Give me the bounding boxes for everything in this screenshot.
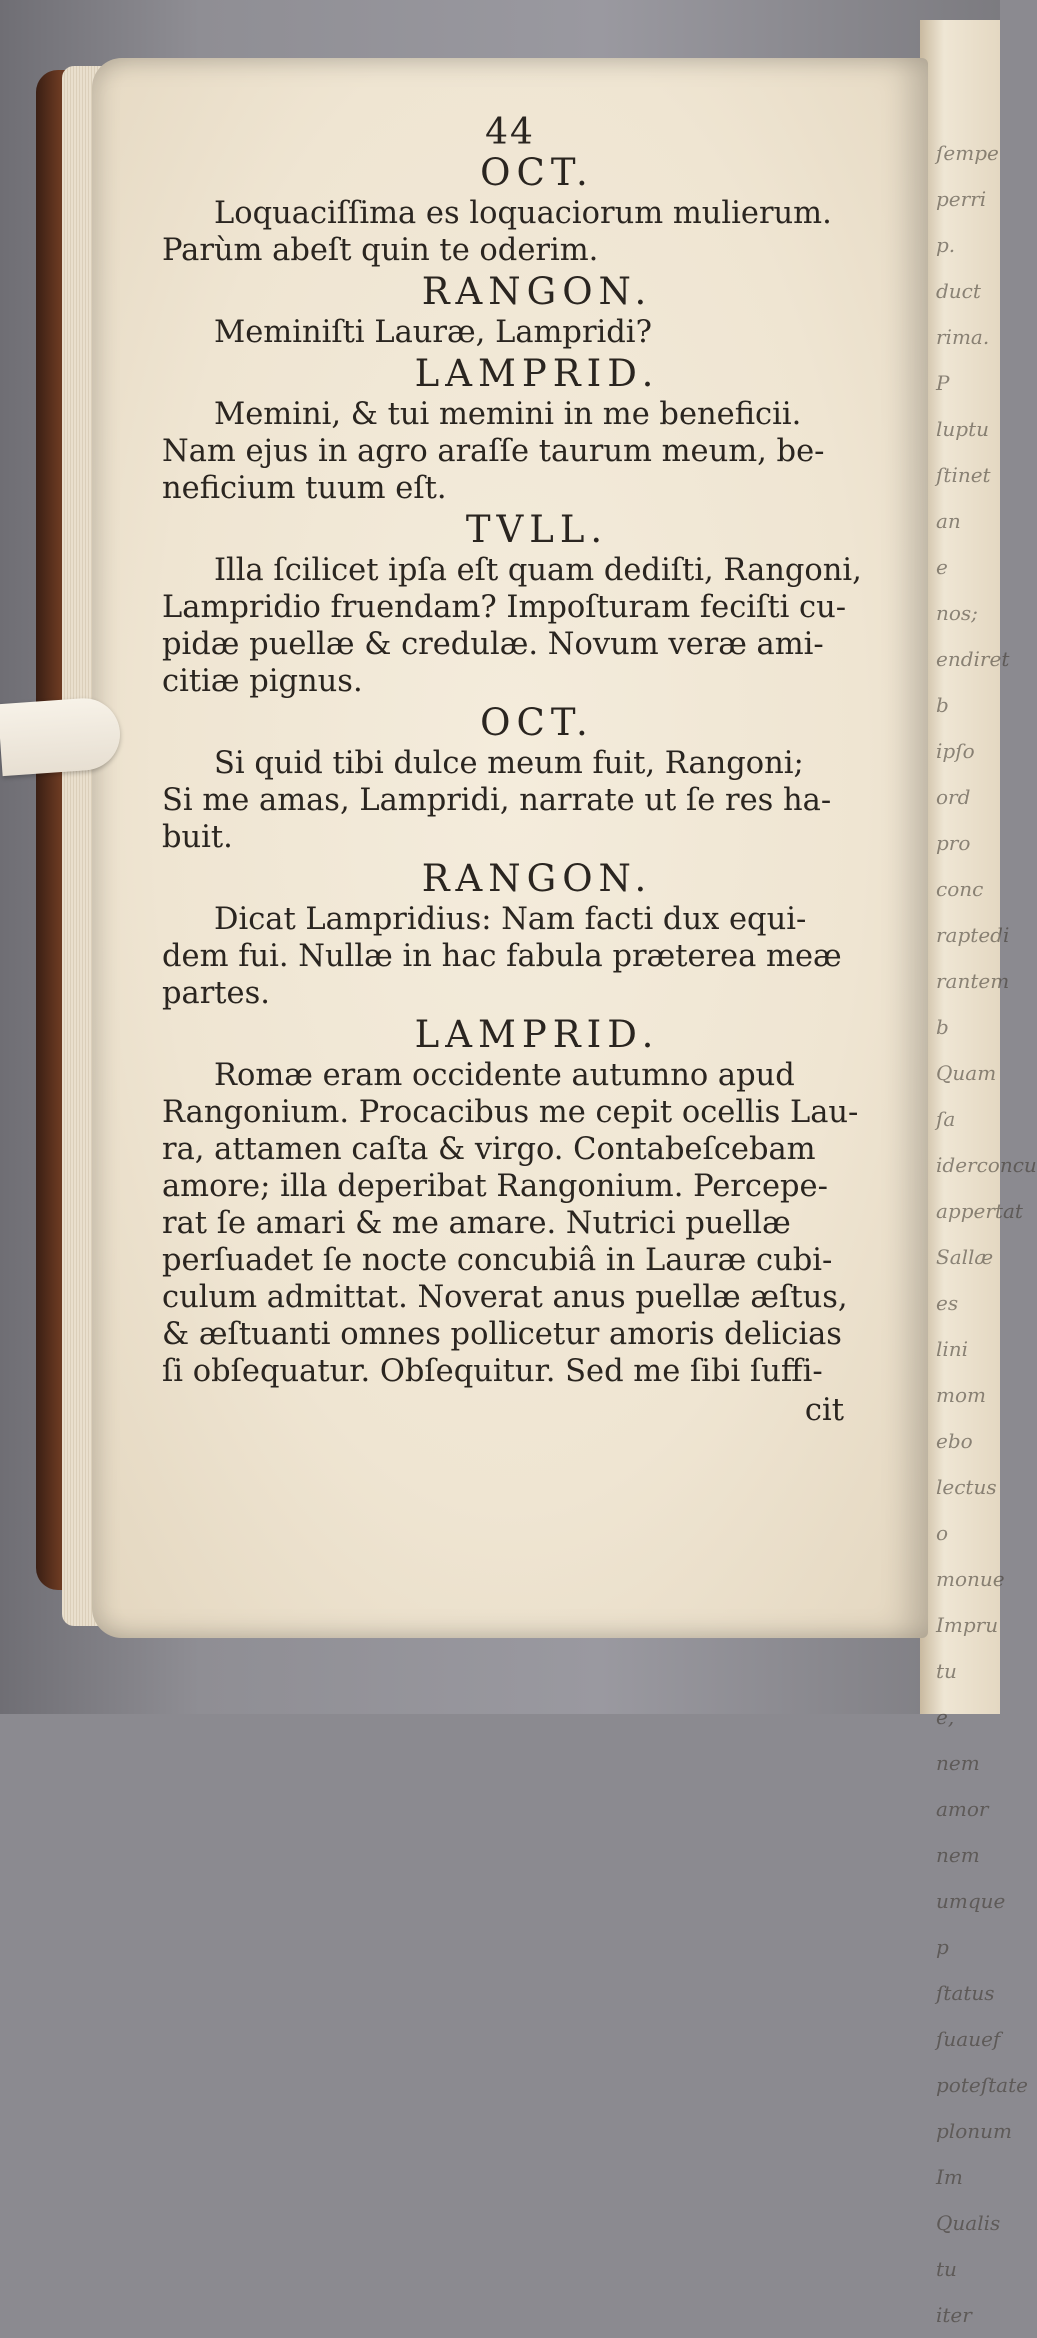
speech-paragraph	[162, 745, 882, 856]
text-line: Memini, & tui memini in me beneficii.	[214, 397, 802, 432]
facing-fragment: ſtinet an	[936, 463, 991, 533]
text-line: Si me amas, Lampridi, narrate ut ſe res ha-	[162, 783, 832, 818]
facing-fragment: Quam ſa	[936, 1061, 997, 1131]
facing-fragment: rantem b	[936, 969, 1010, 1039]
facing-fragment: iter	[936, 2303, 972, 2327]
facing-fragment: Qualis	[936, 2211, 1001, 2235]
facing-fragment: tu	[936, 2257, 957, 2281]
text-line: Parùm abeſt quin te oderim.	[162, 233, 599, 268]
text-line: Lampridio fruendam? Impoſturam feciſti cu-	[162, 590, 847, 625]
speech-paragraph	[162, 1057, 882, 1390]
text-line: buit.	[162, 820, 233, 855]
facing-fragment: ſuauef	[936, 2027, 1001, 2051]
text-line: culum admittat. Noverat anus puellæ æſtus,	[162, 1280, 848, 1315]
speech-paragraph	[162, 396, 882, 507]
speech-paragraph	[162, 552, 882, 700]
facing-fragment: e, nem	[936, 1705, 980, 1775]
facing-page	[920, 20, 1037, 2327]
text-line: Si quid tibi dulce meum fuit, Rangoni;	[214, 746, 804, 781]
text-line: Meminiſti Lauræ, Lampridi?	[214, 315, 652, 350]
text-line: citiæ pignus.	[162, 664, 363, 699]
facing-fragment: perri	[936, 187, 987, 211]
facing-fragment: ſempe	[936, 141, 999, 165]
text-line: rat ſe amari & me amare. Nutrici puellæ	[162, 1206, 791, 1241]
facing-fragment: rima. P	[936, 325, 990, 395]
facing-fragment: poteſtate	[936, 2073, 1028, 2097]
page-marker	[0, 696, 122, 776]
facing-fragment: ipſo ord	[936, 739, 975, 809]
text-line: Nam ejus in agro araſſe taurum meum, be-	[162, 434, 825, 469]
text-line: partes.	[162, 976, 270, 1011]
speaker-name: LAMPRID.	[414, 1013, 660, 1056]
text-line: dem fui. Nullæ in hac fabula præterea meæ	[162, 939, 842, 974]
speaker-name: TVLL.	[465, 508, 609, 551]
facing-fragment: Impru tu	[936, 1613, 999, 1683]
text-line: Illa ſcilicet ipſa eſt quam dediſti, Rangoni,	[214, 553, 862, 588]
facing-fragment: appertat	[936, 1199, 1023, 1223]
text-line: & æſtuanti omnes pollicetur amoris delicias	[162, 1317, 842, 1352]
facing-fragment: endiret b	[936, 647, 1010, 717]
page-number: 44	[485, 112, 535, 153]
text-line: perſuadet ſe nocte concubiâ in Lauræ cubi-	[162, 1243, 833, 1278]
text-line: neficium tuum eſt.	[162, 471, 447, 506]
facing-fragment: Im	[936, 2165, 963, 2189]
facing-fragment: p. duct	[936, 233, 981, 303]
speech-paragraph	[162, 195, 882, 269]
facing-fragment: luptu	[936, 417, 989, 441]
facing-fragment: plonum	[936, 2119, 1012, 2143]
facing-fragment: Sallæ es	[936, 1245, 994, 1315]
speech-paragraph	[162, 901, 882, 1012]
text-line: amore; illa deperibat Rangonium. Percepe-	[162, 1169, 828, 1204]
facing-fragment: umque p	[936, 1889, 1006, 1959]
facing-fragment: raptedi	[936, 923, 1010, 947]
text-line: pidæ puellæ & credulæ. Novum veræ ami-	[162, 627, 824, 662]
facing-page-text	[936, 130, 1037, 2327]
text-line: ſi obſequatur. Obſequitur. Sed me ſibi ſuffi-	[162, 1354, 823, 1389]
facing-fragment: o monue	[936, 1521, 1005, 1591]
catchword: cit	[804, 1393, 844, 1428]
speech-paragraph	[162, 314, 882, 351]
text-line: Rangonium. Procacibus me cepit ocellis Lau-	[162, 1095, 859, 1130]
facing-fragment: ebo lectus	[936, 1429, 997, 1499]
facing-fragment: pro conc	[936, 831, 984, 901]
text-line: ra, attamen caſta & virgo. Contabeſcebam	[162, 1132, 816, 1167]
book-page	[92, 58, 928, 1638]
facing-fragment: amor nem	[936, 1797, 989, 1867]
facing-fragment: lini mom	[936, 1337, 986, 1407]
text-line: Loquaciſſima es loquaciorum mulierum.	[214, 196, 832, 231]
facing-fragment: iderconcu	[936, 1153, 1037, 1177]
speaker-name: LAMPRID.	[414, 352, 660, 395]
speaker-name: OCT.	[480, 151, 594, 194]
facing-fragment: e nos;	[936, 555, 978, 625]
text-line: Dicat Lampridius: Nam facti dux equi-	[214, 902, 807, 937]
speaker-name: RANGON.	[421, 270, 653, 313]
facing-fragment: ſtatus	[936, 1981, 995, 2005]
text-line: Romæ eram occidente autumno apud	[214, 1058, 795, 1093]
speaker-name: RANGON.	[421, 857, 653, 900]
page-text	[162, 150, 882, 1429]
speaker-name: OCT.	[480, 701, 594, 744]
